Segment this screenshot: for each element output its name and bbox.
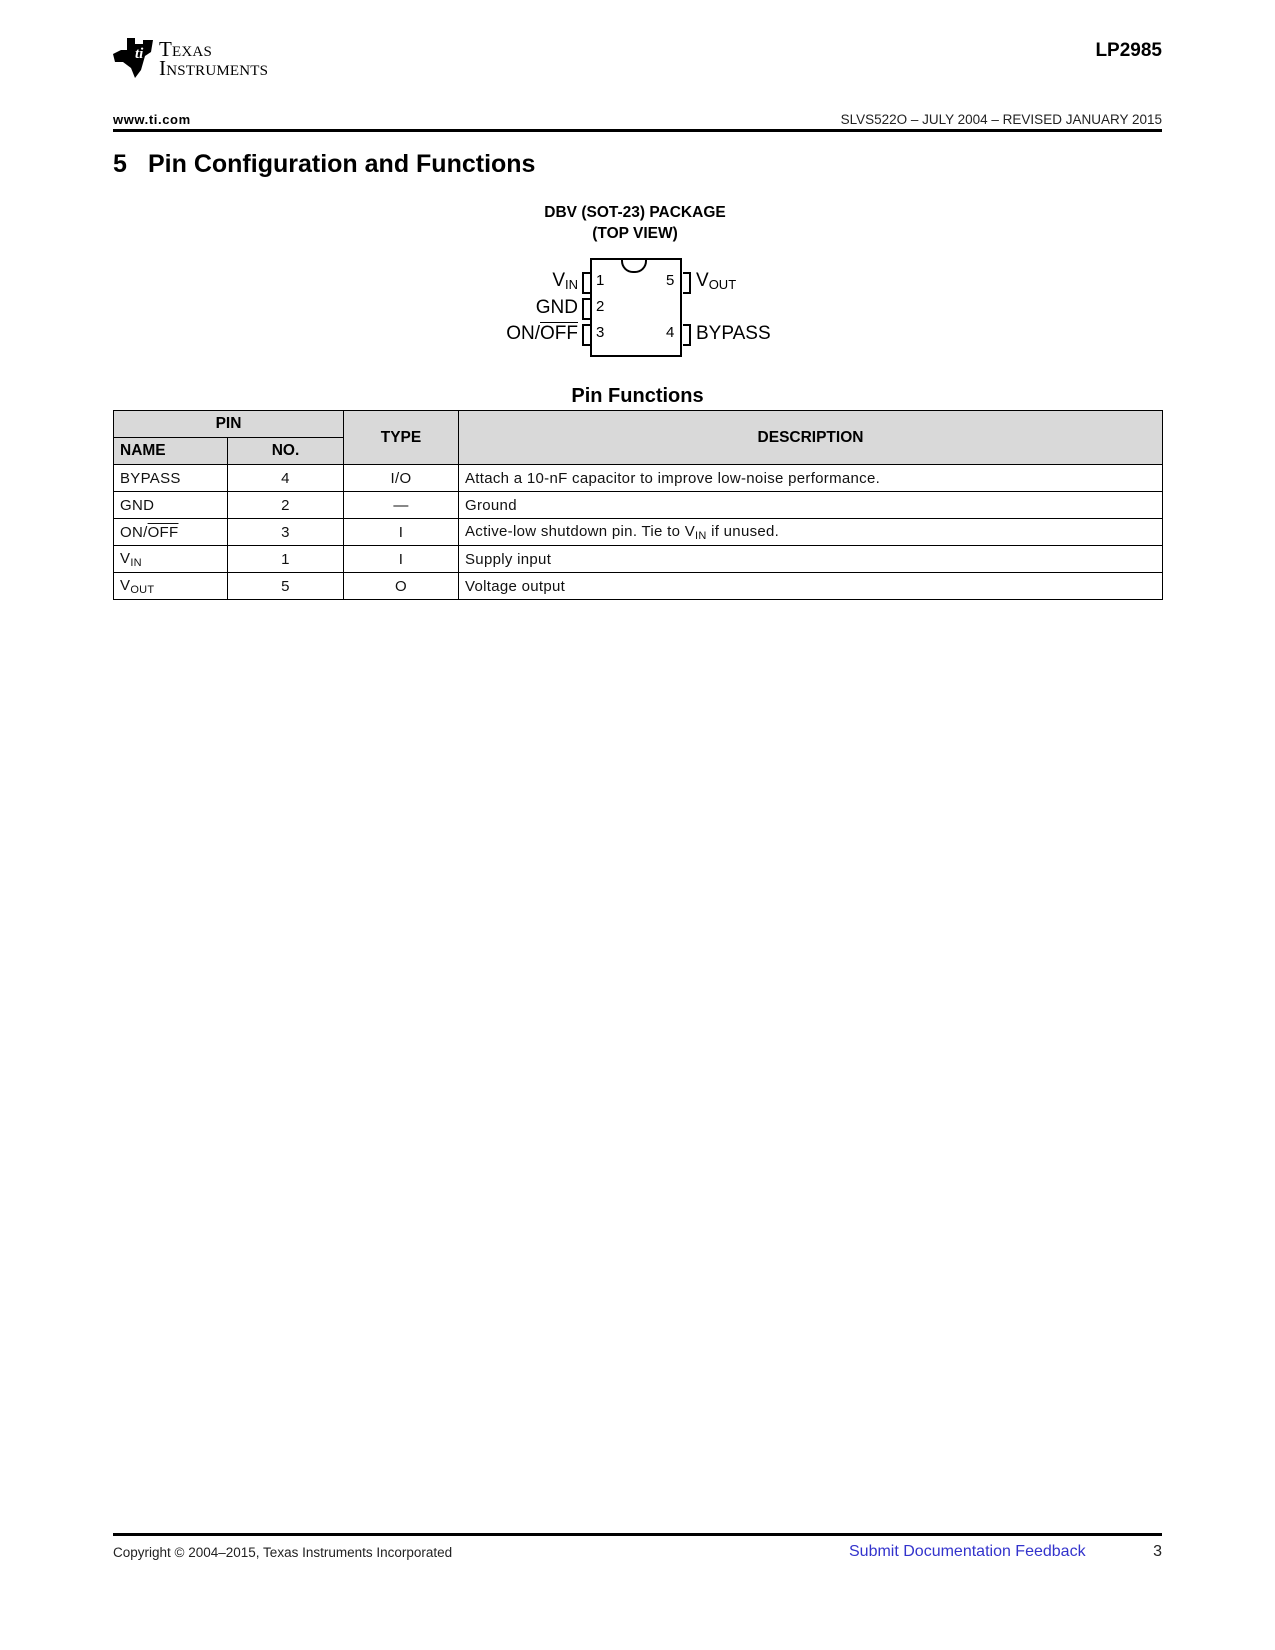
cell-name-sub: IN xyxy=(130,556,142,569)
pin-2-number: 2 xyxy=(596,298,605,315)
pin-3-label-main: ON/ xyxy=(506,323,540,344)
section-heading xyxy=(113,150,535,179)
cell-type: I xyxy=(344,519,459,546)
pin-functions-table xyxy=(113,410,1163,600)
cell-type: I xyxy=(344,546,459,573)
cell-name xyxy=(114,519,228,546)
cell-desc-post: if unused. xyxy=(706,522,780,540)
package-title-line2: (TOP VIEW) xyxy=(592,225,678,242)
footer-rule xyxy=(113,1533,1162,1536)
cell-description xyxy=(459,519,1163,546)
pin-5-label-sub: OUT xyxy=(708,277,737,292)
page-number: 3 xyxy=(1153,1543,1162,1560)
section-title: Pin Configuration and Functions xyxy=(148,150,536,178)
cell-name xyxy=(114,546,228,573)
cell-no: 4 xyxy=(228,465,344,492)
header-no: NO. xyxy=(228,438,344,465)
cell-no: 2 xyxy=(228,492,344,519)
cell-name: BYPASS xyxy=(114,465,228,492)
header-pin: PIN xyxy=(114,411,344,438)
pin-1-label-main: V xyxy=(552,270,565,291)
cell-type: O xyxy=(344,573,459,600)
pin-3-lead xyxy=(582,324,590,346)
revision-info: SLVS522O – JULY 2004 – REVISED JANUARY 2015 xyxy=(840,112,1162,127)
cell-name: GND xyxy=(114,492,228,519)
cell-name-overline: $\overline{OFF}$ xyxy=(147,523,179,541)
cell-name-main: V xyxy=(120,549,131,567)
cell-name-sub: OUT xyxy=(130,583,155,596)
pin-5-number: 5 xyxy=(666,272,675,289)
ti-logo xyxy=(113,36,313,86)
cell-name-main: V xyxy=(120,576,131,594)
cell-name xyxy=(114,573,228,600)
copyright: Copyright © 2004–2015, Texas Instruments Incorporated xyxy=(113,1545,453,1560)
pin-4-number: 4 xyxy=(666,324,675,341)
cell-no: 5 xyxy=(228,573,344,600)
cell-type: — xyxy=(344,492,459,519)
table-row xyxy=(114,519,1163,546)
table-row xyxy=(114,465,1163,492)
table-title: Pin Functions xyxy=(571,385,704,407)
document-id: LP2985 xyxy=(1095,40,1162,61)
pin-1-number: 1 xyxy=(596,272,605,289)
logo-line1: Texas xyxy=(159,37,212,61)
table-row xyxy=(114,492,1163,519)
ti-logo-icon xyxy=(113,36,155,80)
cell-description: Ground xyxy=(459,492,1163,519)
pin-4-lead xyxy=(683,324,691,346)
header-name: NAME xyxy=(114,438,228,465)
pin-1-label-sub: IN xyxy=(565,277,578,292)
pin-5-label-main: V xyxy=(696,270,709,291)
pin-5-label xyxy=(696,270,736,292)
cell-desc-pre: Active-low shutdown pin. Tie to V xyxy=(465,522,696,540)
pin-3-label-overline: $\overline{OFF}$ xyxy=(540,323,578,344)
site-url[interactable]: www.ti.com xyxy=(113,112,191,127)
pin-2-label: GND xyxy=(535,297,578,318)
cell-description: Voltage output xyxy=(459,573,1163,600)
pin-1-lead xyxy=(582,272,590,294)
pin-4-label: BYPASS xyxy=(696,323,771,344)
header-type: TYPE xyxy=(344,411,459,465)
package-title-line1: DBV (SOT-23) PACKAGE xyxy=(544,204,726,221)
table-row xyxy=(114,546,1163,573)
cell-description: Supply input xyxy=(459,546,1163,573)
package-title xyxy=(480,202,790,244)
pin-1-label xyxy=(552,270,578,292)
cell-no: 1 xyxy=(228,546,344,573)
pin-5-lead xyxy=(683,272,691,294)
cell-description: Attach a 10-nF capacitor to improve low-noise performance. xyxy=(459,465,1163,492)
pin-2-lead xyxy=(582,298,590,320)
header-description: DESCRIPTION xyxy=(459,411,1163,465)
section-number: 5 xyxy=(113,150,127,178)
svg-text:ti: ti xyxy=(135,46,144,62)
header-rule xyxy=(113,129,1162,132)
cell-desc-sub: IN xyxy=(695,529,707,542)
pin-3-label xyxy=(506,323,578,345)
cell-name-main: ON/ xyxy=(120,523,148,541)
cell-type: I/O xyxy=(344,465,459,492)
cell-no: 3 xyxy=(228,519,344,546)
pin-3-number: 3 xyxy=(596,324,605,341)
submit-feedback-link[interactable]: Submit Documentation Feedback xyxy=(849,1543,1086,1560)
logo-line2: Instruments xyxy=(159,56,269,80)
table-row xyxy=(114,573,1163,600)
